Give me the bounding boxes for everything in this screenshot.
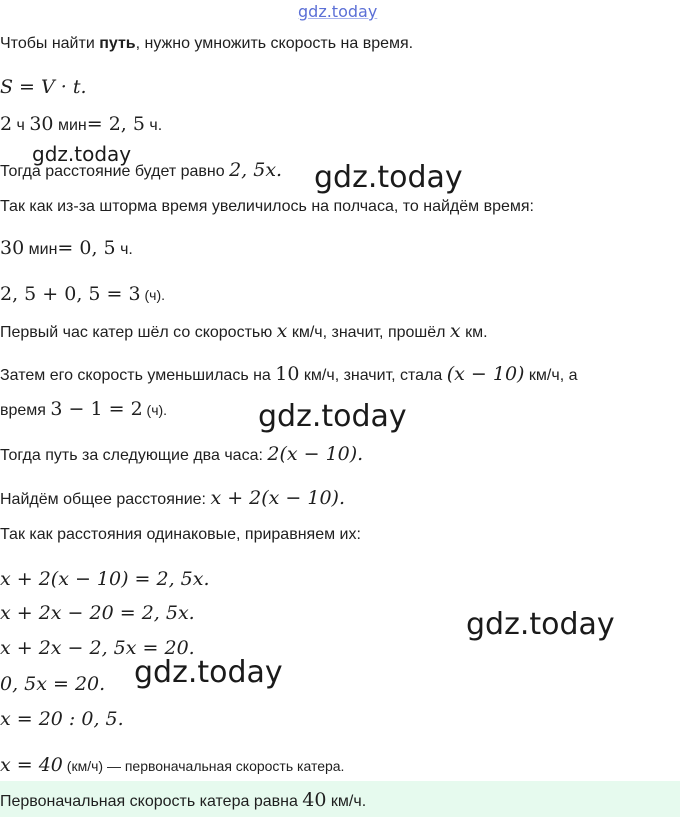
text-line-12: Найдём общее расстояние: x + 2(x − 10). <box>0 487 345 509</box>
text-line-4: Тогда расстояние будет равно 2, 5x. <box>0 159 283 181</box>
formula-line-2: S = V · t. <box>0 76 87 98</box>
text-line-13: Так как расстояния одинаковые, приравняем их: <box>0 526 361 543</box>
answer-line: Первоначальная скорость катера равна 40 км/ч. <box>0 789 367 811</box>
formula-line-6: 30 мин= 0, 5 ч. <box>0 237 133 259</box>
equation-line-14: x + 2(x − 10) = 2, 5x. <box>0 568 210 590</box>
watermark-1: gdz.today <box>32 142 132 166</box>
formula-line-3: 2 ч 30 мин= 2, 5 ч. <box>0 113 163 135</box>
text-line-9: Затем его скорость уменьшилась на 10 км/ч, значит, стала (x − 10) км/ч, а <box>0 363 578 385</box>
equation-line-18: x = 20 : 0, 5. <box>0 708 124 730</box>
formula-line-7: 2, 5 + 0, 5 = 3 (ч). <box>0 283 166 305</box>
watermark-4: gdz.today <box>466 607 615 642</box>
text-line-8: Первый час катер шёл со скоростью x км/ч, значит, прошёл x км. <box>0 320 488 342</box>
equation-line-16: x + 2x − 2, 5x = 20. <box>0 637 195 659</box>
result-line-19: x = 40 (км/ч) — первоначальная скорость катера. <box>0 754 345 776</box>
text-line-10: время 3 − 1 = 2 (ч). <box>0 398 168 420</box>
watermark-header: gdz.today <box>298 2 378 21</box>
text-line-1: Чтобы найти путь, нужно умножить скорость на время. <box>0 35 414 52</box>
equation-line-15: x + 2x − 20 = 2, 5x. <box>0 602 195 624</box>
watermark-5: gdz.today <box>134 655 283 690</box>
text-line-11: Тогда путь за следующие два часа: 2(x − 10). <box>0 443 364 465</box>
text-line-5: Так как из-за шторма время увеличилось на полчаса, то найдём время: <box>0 198 534 215</box>
equation-line-17: 0, 5x = 20. <box>0 673 106 695</box>
watermark-3: gdz.today <box>258 399 407 434</box>
watermark-2: gdz.today <box>314 160 463 195</box>
